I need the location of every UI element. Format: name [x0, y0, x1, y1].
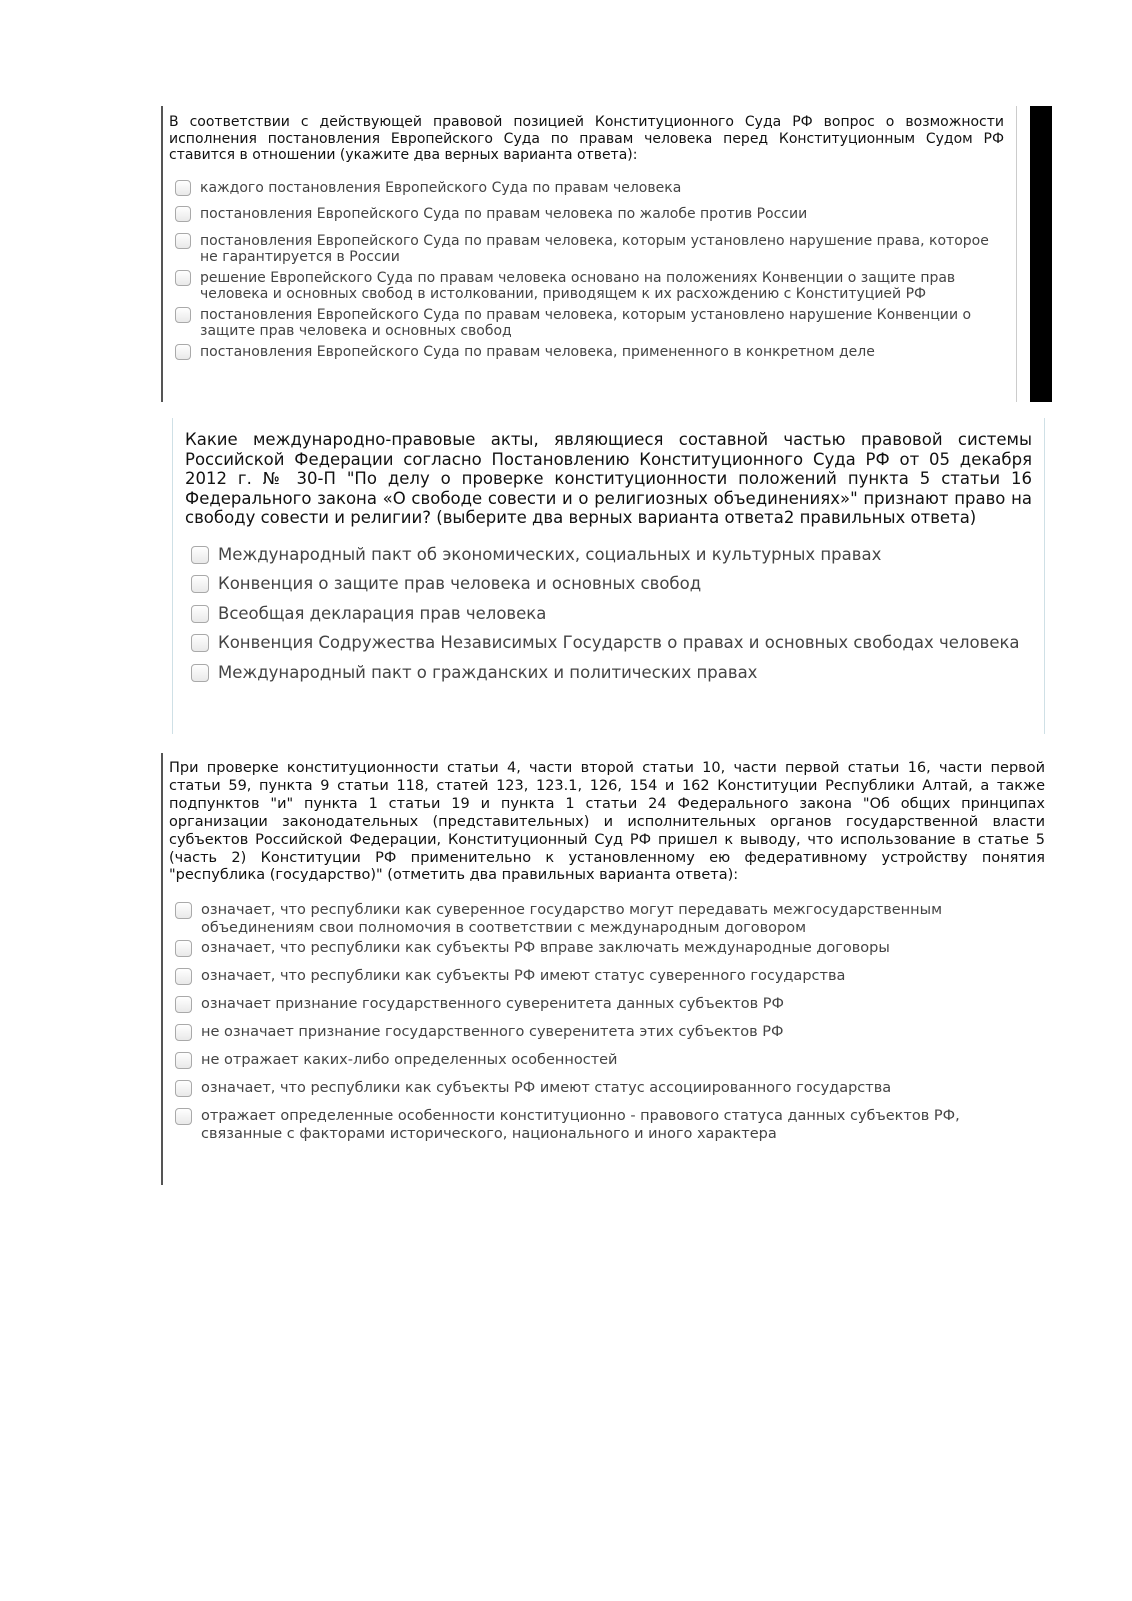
answer-option-label: Конвенция о защите прав человека и основных свобод — [218, 574, 702, 593]
checkbox[interactable] — [175, 233, 191, 249]
answer-option[interactable] — [169, 270, 1004, 303]
answer-option-label: постановления Европейского Суда по правам человека, которым установлено нарушение права, которое не гарантируется в России — [200, 232, 989, 265]
answer-option-label: означает признание государственного суверенитета данных субъектов РФ — [201, 995, 784, 1012]
checkbox[interactable] — [175, 180, 191, 196]
checkbox[interactable] — [175, 940, 192, 957]
answer-option-label: отражает определенные особенности конституционно - правового статуса данных субъектов РФ, связанные с факторами исторического, национального и иного характера — [201, 1107, 960, 1142]
answer-option[interactable] — [169, 1080, 1045, 1098]
answer-option-label: Всеобщая декларация прав человека — [218, 603, 547, 623]
answer-option[interactable] — [169, 344, 1004, 361]
answer-option-label: Международный пакт об экономических, социальных и культурных правах — [218, 544, 882, 564]
answer-option-label: решение Европейского Суда по правам человека основано на положениях Конвенции о защите прав человека и основных свобод в истолковании, приводящем к их расхождению с Конституцией РФ — [200, 269, 956, 302]
answer-option-label: означает, что республики как суверенное государство могут передавать межгосударственным объединениям свои полномочия в соответствии с международным договором — [201, 902, 943, 937]
answer-option-label: постановления Европейского Суда по правам человека, которым установлено нарушение Конвенции о защите прав человека и основных свобод — [200, 306, 972, 339]
answer-option-label: постановления Европейского Суда по правам человека, примененного в конкретном деле — [200, 343, 875, 360]
checkbox[interactable] — [191, 605, 209, 623]
question-text: При проверке конституционности статьи 4, части второй статьи 10, части первой статьи 16, части первой статьи 59, пункта 9 статьи 118, статей 123, 123.1, 126, 154 и 162 Конституции Республики Алтай, а также подпунктов "и" пункта 1 статьи 19 и пункта 1 статьи 24 Федерального закона "Об общих принципах организации законодательных (представительных) и исполнительных органов государственной власти субъектов Российской Федерации, Конституционный Суд РФ пришел к выводу, что использование в статье 5 (часть 2) Конституции РФ применительно к установленному ею федеративному устройству понятия "республика (государство)" (отметить два правильных варианта ответа): — [169, 760, 1045, 884]
question-block-3 — [161, 753, 1049, 1185]
checkbox[interactable] — [175, 307, 191, 323]
answer-option[interactable] — [169, 1052, 1045, 1070]
answer-options — [169, 180, 1004, 361]
answer-option-label: Конвенция Содружества Независимых Государств о правах и основных свободах человека — [218, 633, 1020, 652]
checkbox[interactable] — [191, 546, 209, 564]
checkbox[interactable] — [191, 634, 209, 652]
answer-options — [169, 902, 1045, 1143]
question-text: Какие международно-правовые акты, являющиеся составной частью правовой системы Российской Федерации согласно Постановлению Конституционного Суда РФ от 05 декабря 2012 г. № 30-П "По делу о проверке конституционности положений пункта 5 статьи 16 Федерального закона «О свободе совести и о религиозных объединениях»" признают право на свободу совести и религии? (выберите два верных варианта ответа2 правильных ответа) — [185, 430, 1032, 527]
answer-option-label: постановления Европейского Суда по правам человека по жалобе против России — [200, 206, 808, 222]
checkbox[interactable] — [175, 902, 192, 919]
checkbox[interactable] — [175, 270, 191, 286]
checkbox[interactable] — [191, 664, 209, 682]
answer-option[interactable] — [169, 940, 1045, 958]
question-block-1 — [161, 106, 1017, 402]
answer-option[interactable] — [169, 206, 1004, 223]
answer-option[interactable] — [169, 180, 1004, 197]
answer-option[interactable] — [185, 604, 1032, 624]
answer-option-label: означает, что республики как субъекты РФ вправе заключать международные договоры — [201, 940, 890, 957]
answer-option[interactable] — [185, 574, 1032, 594]
checkbox[interactable] — [175, 996, 192, 1013]
question-text: В соответствии с действующей правовой позицией Конституционного Суда РФ вопрос о возможности исполнения постановления Европейского Суда по правам человека перед Конституционным Судом РФ ставится в отношении (укажите два верных варианта ответа): — [169, 114, 1004, 163]
checkbox[interactable] — [175, 1108, 192, 1125]
answer-option[interactable] — [169, 1108, 1045, 1144]
checkbox[interactable] — [175, 1052, 192, 1069]
answer-option-label: не означает признание государственного суверенитета этих субъектов РФ — [201, 1023, 784, 1040]
answer-option-label: Международный пакт о гражданских и политических правах — [218, 662, 758, 682]
answer-option-label: означает, что республики как субъекты РФ имеют статус ассоциированного государства — [201, 1079, 892, 1096]
answer-option[interactable] — [169, 1024, 1045, 1042]
answer-option[interactable] — [185, 545, 1032, 565]
answer-option[interactable] — [185, 663, 1032, 683]
checkbox[interactable] — [175, 968, 192, 985]
answer-option-label: каждого постановления Европейского Суда по правам человека — [200, 179, 682, 196]
checkbox[interactable] — [175, 1080, 192, 1097]
question-block-2 — [172, 418, 1045, 734]
answer-option-label: означает, что республики как субъекты РФ имеют статус суверенного государства — [201, 968, 846, 985]
checkbox[interactable] — [175, 344, 191, 360]
checkbox[interactable] — [175, 206, 191, 222]
answer-option[interactable] — [169, 902, 1045, 938]
answer-option[interactable] — [185, 633, 1032, 653]
answer-option[interactable] — [169, 996, 1045, 1014]
answer-options — [185, 545, 1032, 683]
checkbox[interactable] — [191, 575, 209, 593]
answer-option[interactable] — [169, 233, 1004, 266]
answer-option[interactable] — [169, 307, 1004, 340]
answer-option[interactable] — [169, 968, 1045, 986]
scrollbar[interactable] — [1030, 106, 1052, 402]
checkbox[interactable] — [175, 1024, 192, 1041]
answer-option-label: не отражает каких-либо определенных особенностей — [201, 1051, 618, 1068]
